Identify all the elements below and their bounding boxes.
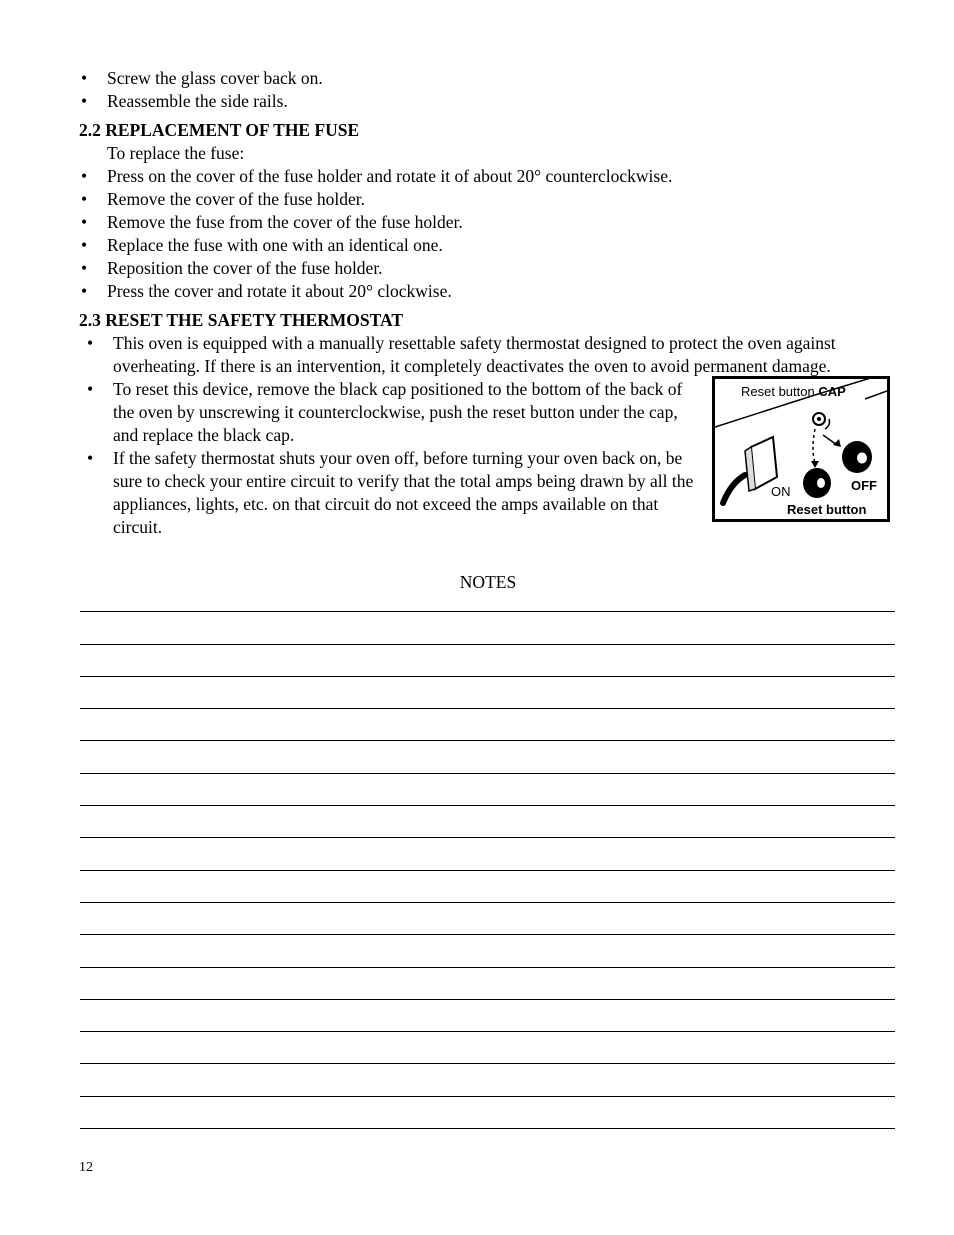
section-heading: 2.2 REPLACEMENT OF THE FUSE	[79, 120, 360, 140]
list-item: • Replace the fuse with one with an identical one.	[79, 234, 919, 257]
section-heading: 2.3 RESET THE SAFETY THERMOSTAT	[79, 310, 404, 330]
notes-lines	[80, 580, 895, 1129]
list-item: • Press on the cover of the fuse holder and rotate it of about 20° counterclockwise.	[79, 165, 919, 188]
list-item: • Remove the cover of the fuse holder.	[79, 188, 919, 211]
list-item: • This oven is equipped with a manually resettable safety thermostat designed to protect the oven against overheating. If there is an intervention, it completely deactivates the oven to avoid permanent damage.	[79, 332, 921, 378]
page-number: 12	[79, 1160, 93, 1175]
note-line	[80, 968, 895, 1000]
note-line	[80, 935, 895, 967]
note-line	[80, 903, 895, 935]
note-line	[80, 1032, 895, 1064]
note-line	[80, 1000, 895, 1032]
intro-bullet-list	[79, 67, 899, 113]
list-item: • Remove the fuse from the cover of the fuse holder.	[79, 211, 919, 234]
note-line	[80, 741, 895, 773]
list-item: • Reassemble the side rails.	[79, 90, 899, 113]
reset-button-diagram	[712, 376, 890, 522]
list-item: • Press the cover and rotate it about 20° clockwise.	[79, 280, 919, 303]
fuse-steps-list	[79, 165, 919, 303]
list-item: • Reposition the cover of the fuse holder.	[79, 257, 919, 280]
list-item: • Screw the glass cover back on.	[79, 67, 899, 90]
diagram-illustration	[715, 379, 887, 519]
note-line	[80, 709, 895, 741]
note-line	[80, 645, 895, 677]
note-line	[80, 838, 895, 870]
note-line	[80, 1064, 895, 1096]
note-line	[80, 612, 895, 644]
list-item: • If the safety thermostat shuts your oven off, before turning your oven back on, be sure to check your entire circuit to verify that the total amps being drawn by all the appliances, lights, etc. on that circuit do not exceed the amps available on that circuit.	[79, 447, 703, 539]
list-item: • To reset this device, remove the black cap positioned to the bottom of the back of the oven by unscrewing it counterclockwise, push the reset button under the cap, and replace the black cap.	[79, 378, 703, 447]
note-line	[80, 806, 895, 838]
label-reset-button-cap: Reset button CAP	[741, 384, 846, 399]
section-intro: To replace the fuse:	[107, 143, 245, 163]
note-line	[80, 774, 895, 806]
label-reset-button: Reset button	[787, 502, 867, 517]
note-line	[80, 677, 895, 709]
section-fuse-replacement	[79, 119, 919, 303]
notes-title: NOTES	[459, 572, 517, 592]
label-on: ON	[771, 484, 791, 499]
label-off: OFF	[851, 478, 877, 493]
note-line	[80, 871, 895, 903]
note-line	[80, 1097, 895, 1129]
note-line	[80, 580, 895, 612]
